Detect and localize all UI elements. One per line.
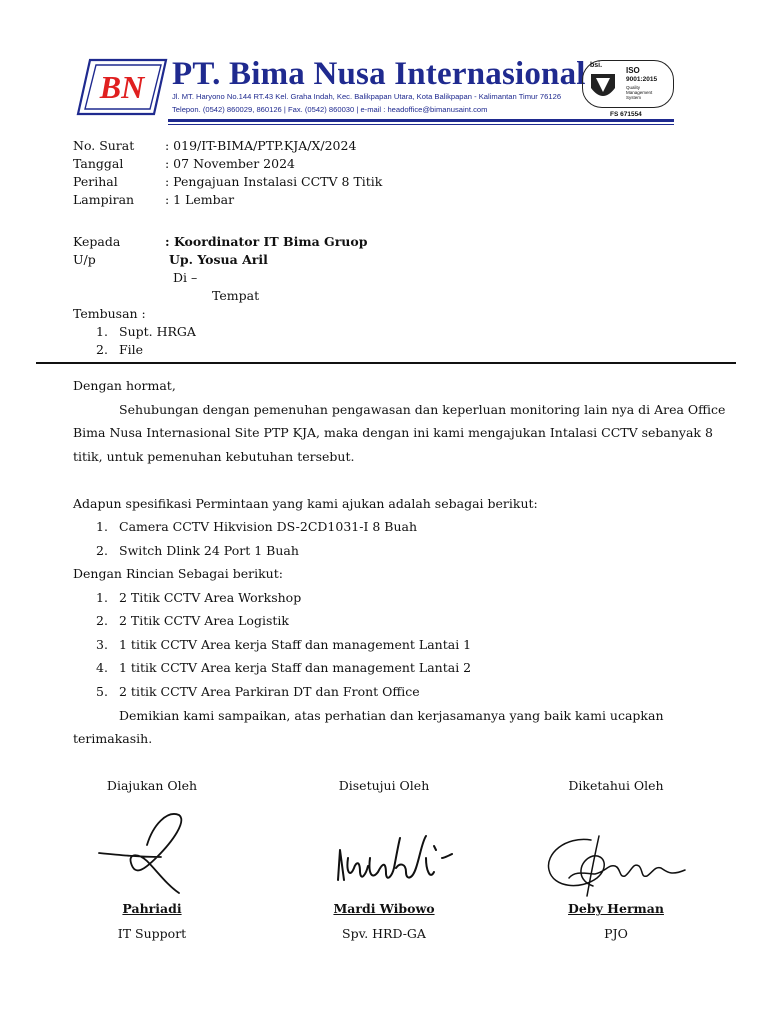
iso-standard: 9001:2015 xyxy=(626,76,658,83)
company-logo xyxy=(76,58,168,116)
up-value: Up. Yosua Aril xyxy=(169,252,268,267)
list-number: 4. xyxy=(96,660,108,675)
qms-line-2: Management xyxy=(626,90,653,95)
signature-role: Diketahui Oleh xyxy=(568,778,664,793)
company-contact: Telepon. (0542) 860029, 860126 | Fax. (0542) 860030 | e-mail : headoffice@bimanusaint.com xyxy=(172,105,488,114)
detail-intro: Dengan Rincian Sebagai berikut: xyxy=(73,566,283,581)
spec-intro: Adapun spesifikasi Permintaan yang kami ajukan adalah sebagai berikut: xyxy=(73,496,538,511)
qms-line-1: Quality xyxy=(626,85,641,90)
paragraph-line: Sehubungan dengan pemenuhan pengawasan dan keperluan monitoring lain nya di Area Office xyxy=(119,402,726,417)
signatory-title: IT Support xyxy=(117,926,187,941)
meta-label: Tanggal xyxy=(73,156,124,171)
list-number: 1. xyxy=(96,519,108,534)
list-number: 2. xyxy=(96,342,108,357)
iso-label: ISO xyxy=(626,66,640,75)
list-number: 2. xyxy=(96,543,108,558)
closing-line: Demikian kami sampaikan, atas perhatian dan kerjasamanya yang baik kami ucapkan xyxy=(119,708,664,723)
up-label: U/p xyxy=(73,252,96,267)
list-item: 1 titik CCTV Area kerja Staff dan management Lantai 1 xyxy=(119,637,472,652)
list-item: Supt. HRGA xyxy=(119,324,196,339)
list-number: 1. xyxy=(96,324,108,339)
fs-number: FS 671554 xyxy=(610,111,642,118)
list-item: Switch Dlink 24 Port 1 Buah xyxy=(119,543,299,558)
list-item: 2 Titik CCTV Area Logistik xyxy=(119,613,289,628)
list-item: File xyxy=(119,342,144,357)
bsi-kitemark-icon xyxy=(586,64,620,104)
meta-value: : 019/IT-BIMA/PTP.KJA/X/2024 xyxy=(165,138,357,153)
company-name: PT. Bima Nusa Internasional xyxy=(172,56,586,92)
meta-label: No. Surat xyxy=(73,138,135,153)
paragraph-line: Bima Nusa Internasional Site PTP KJA, maka dengan ini kami mengajukan Intalasi CCTV sebanyak 8 xyxy=(73,425,713,440)
bsi-label: bsi. xyxy=(590,62,603,69)
greeting: Dengan hormat, xyxy=(73,378,176,393)
signatory-title: Spv. HRD-GA xyxy=(342,926,426,941)
letterhead-rule-thin xyxy=(168,124,674,125)
kepada-label: Kepada xyxy=(73,234,121,249)
signatory-name: Deby Herman xyxy=(568,901,664,916)
svg-text:BN: BN xyxy=(99,69,145,105)
signature-deby-herman xyxy=(535,830,720,900)
meta-label: Lampiran xyxy=(73,192,135,207)
signatory-title: PJO xyxy=(604,926,628,941)
list-item: 2 Titik CCTV Area Workshop xyxy=(119,590,302,605)
tembusan-label: Tembusan : xyxy=(73,306,146,321)
letterhead-rule xyxy=(168,119,674,122)
list-number: 3. xyxy=(96,637,108,652)
signatory-name: Pahriadi xyxy=(122,901,182,916)
closing-line: terimakasih. xyxy=(73,731,153,746)
qms-line-3: System xyxy=(626,95,642,100)
kepada-value: : Koordinator IT Bima Gruop xyxy=(165,234,368,249)
meta-label: Perihal xyxy=(73,174,118,189)
list-item: Camera CCTV Hikvision DS-2CD1031-I 8 Buah xyxy=(119,519,418,534)
header-divider xyxy=(36,362,736,364)
list-number: 5. xyxy=(96,684,108,699)
tempat-text: Tempat xyxy=(212,288,260,303)
signature-role: Diajukan Oleh xyxy=(106,778,198,793)
meta-value: : Pengajuan Instalasi CCTV 8 Titik xyxy=(165,174,383,189)
meta-value: : 1 Lembar xyxy=(165,192,235,207)
company-address: Jl. MT. Haryono No.144 RT.43 Kel. Graha Indah, Kec. Balikpapan Utara, Kota Balikpapan - Kalimantan Timur 76126 xyxy=(172,92,562,101)
list-item: 2 titik CCTV Area Parkiran DT dan Front Office xyxy=(119,684,420,699)
list-item: 1 titik CCTV Area kerja Staff dan management Lantai 2 xyxy=(119,660,472,675)
paragraph-line: titik, untuk pemenuhan kebutuhan tersebut. xyxy=(73,449,355,464)
list-number: 1. xyxy=(96,590,108,605)
signature-pahriadi xyxy=(95,805,205,905)
meta-value: : 07 November 2024 xyxy=(165,156,295,171)
signatory-name: Mardi Wibowo xyxy=(333,901,435,916)
di-text: Di – xyxy=(173,270,198,285)
signature-mardi-wibowo xyxy=(330,828,462,890)
signature-role: Disetujui Oleh xyxy=(338,778,430,793)
list-number: 2. xyxy=(96,613,108,628)
